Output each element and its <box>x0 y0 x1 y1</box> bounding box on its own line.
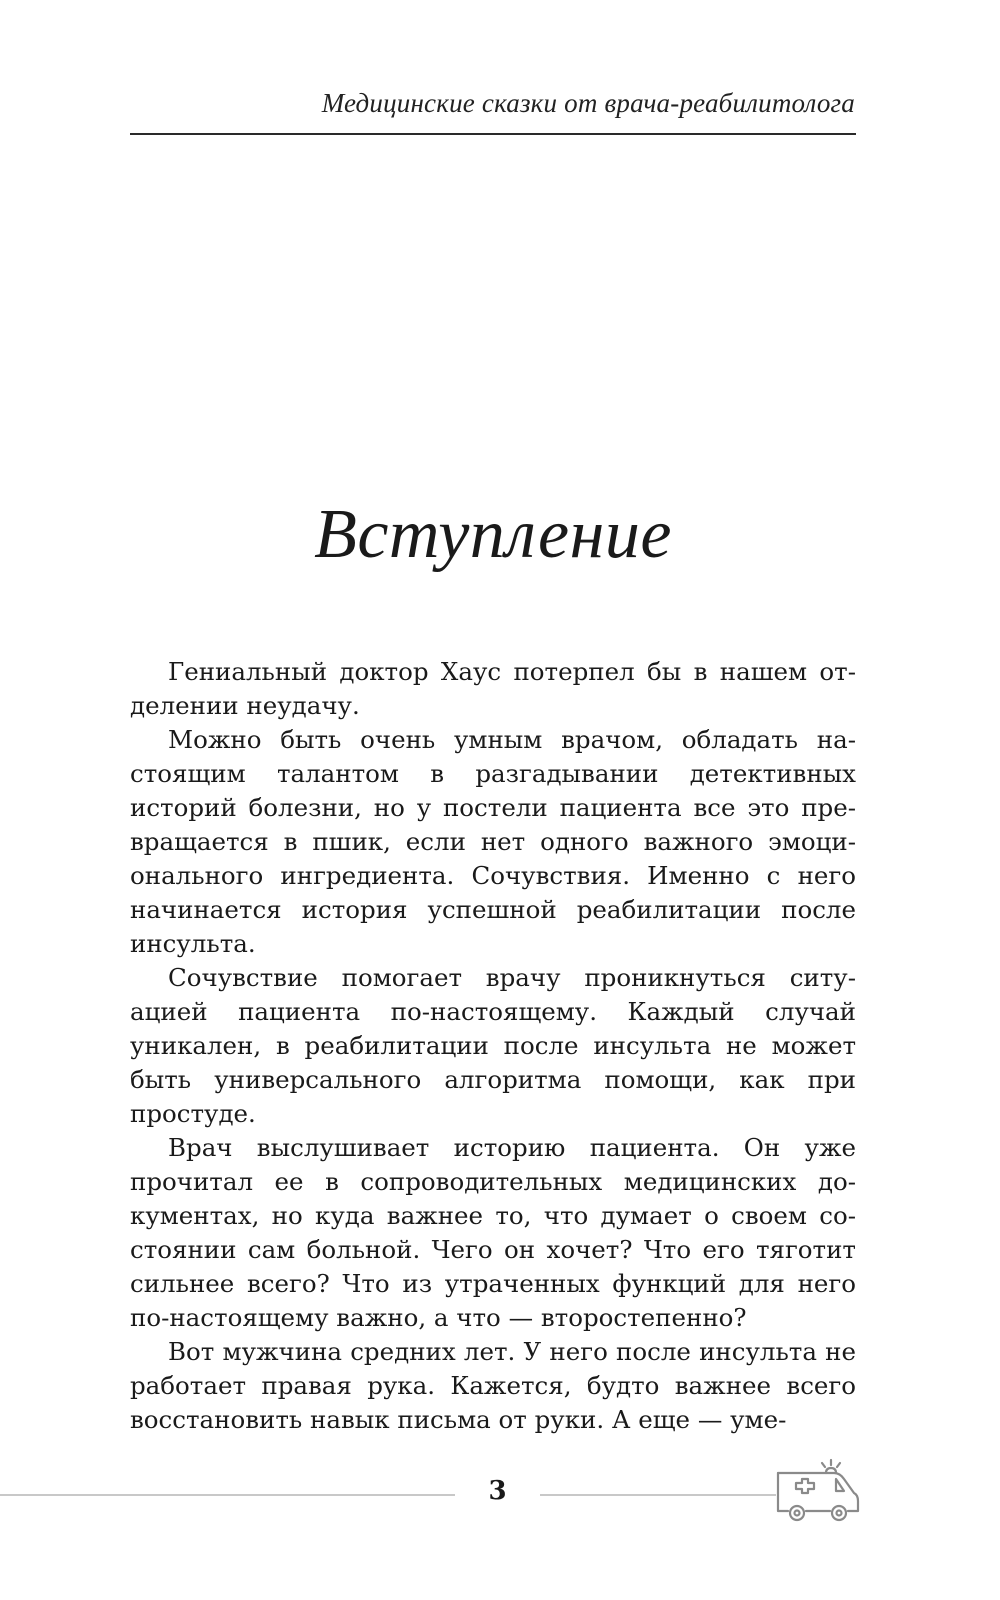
chapter-title: Вступление <box>314 496 672 573</box>
paragraph: Гениальный доктор Хаус потерпел бы в нашем отделении неудачу. <box>130 657 856 720</box>
header-rule <box>130 133 856 135</box>
body-text <box>130 655 856 1437</box>
page-number: 3 <box>488 1476 507 1506</box>
paragraph: Врач выслушивает историю пациента. Он уже прочитал ее в сопроводительных медицинских документах, но куда важнее то, что думает о своем состоянии сам больной. Чего он хочет? Что его тяготит сильнее всего? Что из утраченных функций для него по-настоящему важно, а что — второстепенно? <box>130 1133 856 1332</box>
running-header: Медицинские сказки от врача-реабилитолога <box>321 88 855 118</box>
paragraph: Вот мужчина средних лет. У него после инсульта не работает правая рука. Кажется, будто важнее всего восстановить навык письма от руки. А еще — уме- <box>130 1337 856 1434</box>
footer-rule-right <box>540 1494 776 1496</box>
ambulance-icon <box>774 1455 864 1525</box>
footer-rule-left <box>0 1494 455 1496</box>
paragraph: Сочувствие помогает врачу проникнуться ситуацией пациента по-настоящему. Каждый случай уникален, в реабилитации после инсульта не может быть универсального алгоритма помощи, как при простуде. <box>130 963 856 1128</box>
paragraph: Можно быть очень умным врачом, обладать настоящим талантом в разгадывании детективных историй болезни, но у постели пациента все это превращается в пшик, если нет одного важного эмоционального ингредиента. Сочувствия. Именно с него начинается история успешной реабилитации после инсульта. <box>130 725 856 958</box>
